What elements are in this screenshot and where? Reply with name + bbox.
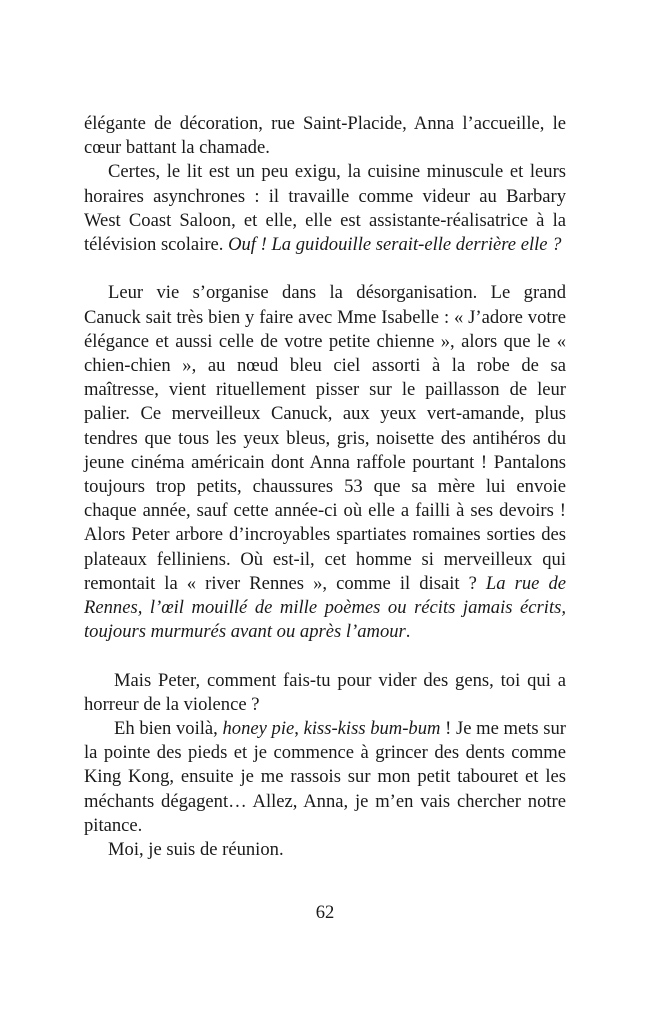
text-segment: ,	[294, 718, 304, 740]
text-segment: Eh bien voilà,	[114, 718, 223, 740]
paragraph-spacer	[84, 644, 566, 668]
paragraph	[84, 717, 566, 838]
text-segment: Moi, je suis de réunion.	[108, 839, 284, 861]
italic-text-segment: honey pie	[222, 718, 295, 740]
text-segment: ! Je me mets sur la pointe des pieds et je commence à grincer des dents comme King Kong, ensuite je me rassois sur mon petit tabouret et les méchants dégagent… Allez, Anna, je m’en vais chercher notre pitance.	[84, 718, 566, 836]
text-segment: Leur vie s’organise dans la désorganisation. Le grand Canuck sait très bien y faire avec Mme Isabelle : « J’adore votre élégance et aussi celle de votre petite chienne », alors que le « chien-chien », au nœud bleu ciel assorti à la robe de sa maîtresse, vient rituellement pisser sur le paillasson de leur palier. Ce merveilleux Canuck, aux yeux vert-amande, plus tendres que tous les yeux bleus, gris, noisette des antihéros du jeune cinéma américain dont Anna raffole pourtant ! Pantalons toujours trop petits, chaussures 53 que sa mère lui envoie chaque année, sauf cette année-ci où elle a failli à ses devoirs ! Alors Peter arbore d’incroyables spartiates romaines sorties des plateaux felliniens. Où est-il, cet homme si merveilleux qui remontait la « river Rennes », comme il disait ?	[84, 282, 566, 594]
paragraph	[84, 838, 566, 862]
text-segment: .	[405, 621, 411, 643]
text-segment: Certes, le lit est un peu exigu, la cuisine minuscule et leurs horaires asynchrones : il travaille comme videur au Barbary West Coast Saloon, et elle, elle est assistante-réalisatrice à la télévision scolaire.	[84, 161, 566, 256]
page-body	[84, 112, 566, 862]
text-segment: élégante de décoration, rue Saint-Placide, Anna l’accueille, le cœur battant la chamade.	[84, 113, 566, 159]
paragraph	[84, 112, 566, 160]
paragraph	[84, 281, 566, 644]
italic-text-segment: Ouf ! La guidouille serait-elle derrière elle ?	[228, 234, 562, 256]
page-number: 62	[315, 902, 335, 923]
paragraph	[84, 160, 566, 257]
text-segment: Mais Peter, comment fais-tu pour vider des gens, toi qui a horreur de la violence ?	[84, 669, 566, 715]
italic-text-segment: La rue de Rennes, l’œil mouillé de mille poèmes ou récits jamais écrits, toujours murmurés avant ou après l’amour	[84, 572, 566, 643]
paragraph-spacer	[84, 257, 566, 281]
paragraph	[84, 669, 566, 717]
italic-text-segment: kiss-kiss bum-bum	[303, 718, 441, 740]
